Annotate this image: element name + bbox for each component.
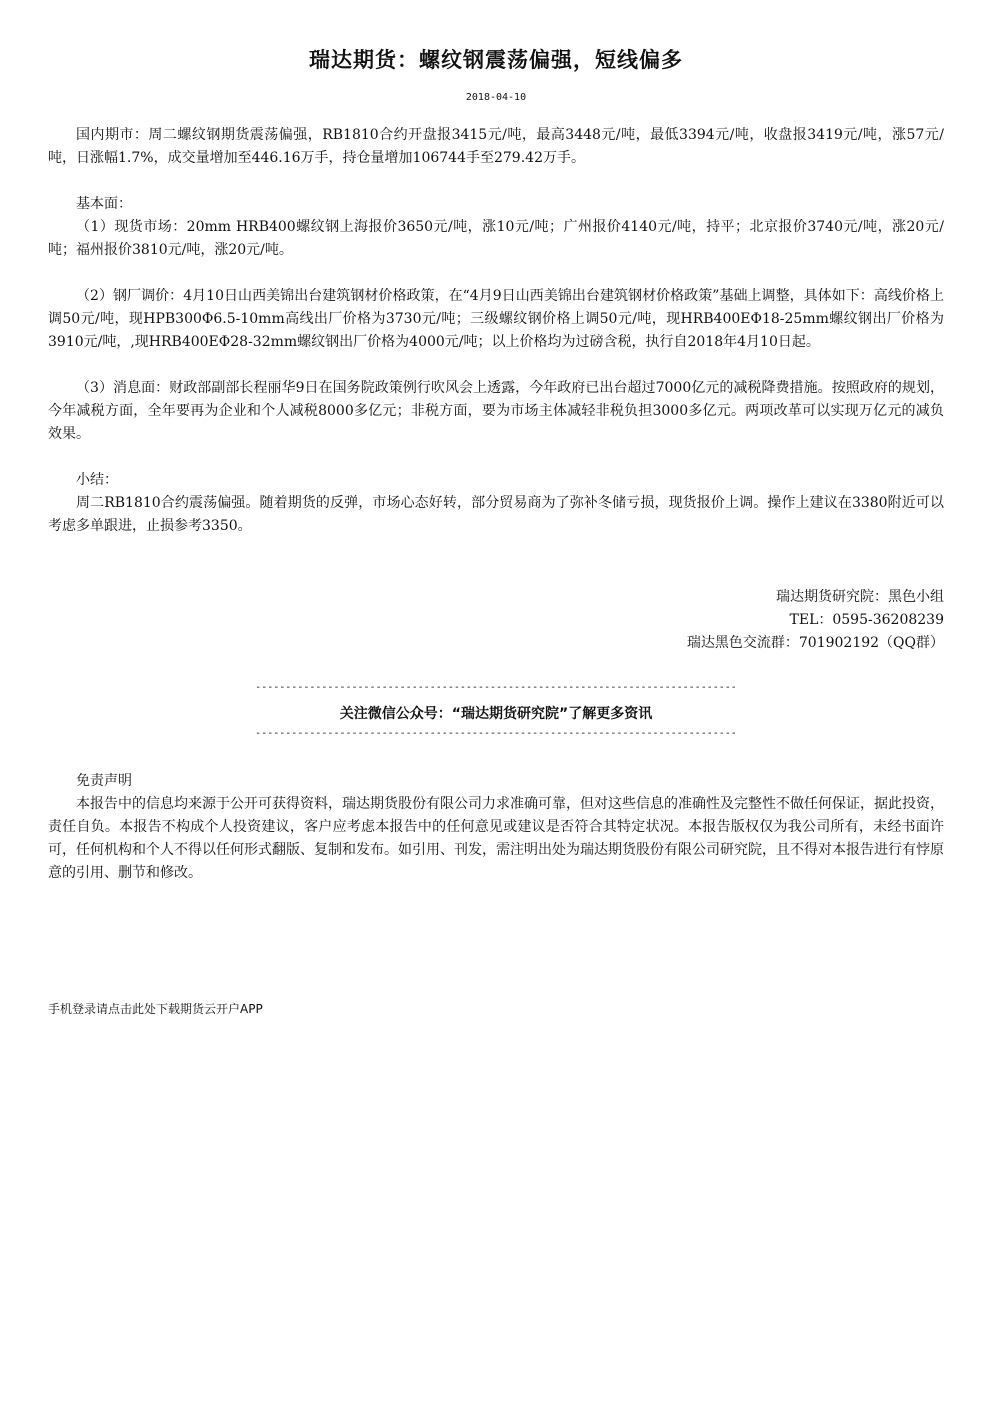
- download-app-link[interactable]: 手机登录请点击此处下载期货云开户APP: [48, 1002, 263, 1016]
- fundamentals-label: 基本面：: [76, 196, 132, 212]
- divider-top: --------------------------------------------------------------------------------: [255, 682, 737, 693]
- summary-paragraph: 周二RB1810合约震荡偏强。随着期货的反弹，市场心态好转，部分贸易商为了弥补冬储亏损，现货报价上调。操作上建议在3380附近可以考虑多单跟进，止损参考3350。: [48, 495, 944, 534]
- mill-price-paragraph: （2）钢厂调价：4月10日山西美锦出台建筑钢材价格政策，在“4月9日山西美锦出台建筑钢材价格政策”基础上调整，具体如下：高线价格上调50元/吨，现HPB300Φ6.5-10mm高线出厂价格为3730元/吨；三级螺纹钢价格上调50元/吨，现HRB400EΦ18-25mm螺纹钢出厂价格为3910元/吨，,现HRB400EΦ28-32mm螺纹钢出厂价格为4000元/吨；以上价格均为过磅含税，执行自2018年4月10日起。: [48, 288, 944, 350]
- market-paragraph: 国内期市：周二螺纹钢期货震荡偏强，RB1810合约开盘报3415元/吨，最高3448元/吨，最低3394元/吨，收盘报3419元/吨，涨57元/吨，日涨幅1.7%，成交量增加至446.16万手，持仓量增加106744手至279.42万手。: [48, 127, 944, 166]
- disclaimer-label: 免责声明: [76, 773, 132, 789]
- article-title: 瑞达期货：螺纹钢震荡偏强，短线偏多: [309, 48, 683, 72]
- disclaimer-paragraph: 本报告中的信息均来源于公开可获得资料，瑞达期货股份有限公司力求准确可靠，但对这些信息的准确性及完整性不做任何保证，据此投资，责任自负。本报告不构成个人投资建议，客户应考虑本报告中的任何意见或建议是否符合其特定状况。本报告版权仅为我公司所有，未经书面许可，任何机构和个人不得以任何形式翻版、复制和发布。如引用、刊发，需注明出处为瑞达期货股份有限公司研究院，且不得对本报告进行有悖原意的引用、删节和修改。: [48, 796, 944, 881]
- news-paragraph: （3）消息面：财政部副部长程丽华9日在国务院政策例行吹风会上透露，今年政府已出台超过7000亿元的减税降费措施。按照政府的规划，今年减税方面，全年要再为企业和个人减税8000多亿元；非税方面，要为市场主体减轻非税负担3000多亿元。两项改革可以实现万亿元的减负效果。: [48, 380, 944, 442]
- spot-market-paragraph: （1）现货市场：20mm HRB400螺纹钢上海报价3650元/吨，涨10元/吨；广州报价4140元/吨，持平；北京报价3740元/吨，涨20元/吨；福州报价3810元/吨，涨20元/吨。: [48, 219, 944, 258]
- signature-group: 瑞达黑色交流群：701902192（QQ群）: [686, 635, 944, 651]
- signature-institute: 瑞达期货研究院：黑色小组: [776, 589, 944, 605]
- signature-tel: TEL：0595-36208239: [789, 612, 944, 628]
- summary-label: 小结：: [76, 472, 118, 488]
- article-date: 2018-04-10: [465, 92, 527, 103]
- divider-bottom: --------------------------------------------------------------------------------: [255, 728, 737, 739]
- follow-wechat-banner: 关注微信公众号：“瑞达期货研究院”了解更多资讯: [339, 706, 653, 722]
